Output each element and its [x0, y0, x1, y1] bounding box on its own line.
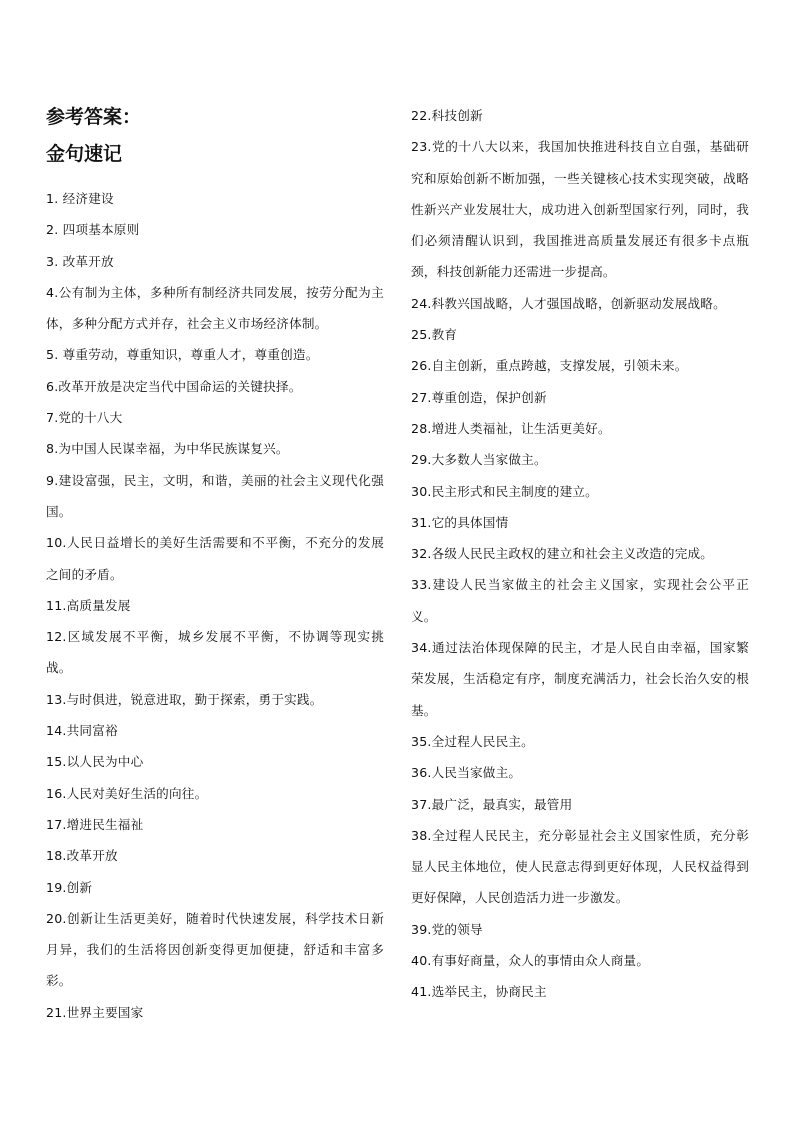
- answer-item: 35.全过程人民民主。: [411, 733, 534, 749]
- answer-item: 23.党的十八大以来，我国加快推进科技自立自强，基础研究和原始创新不断加强，一些关键核心技术实现突破，战略性新兴产业发展壮大，成功进入创新型国家行列，同时，我们必须清醒认识到，我国推进高质量发展还有很多卡点瓶颈，科技创新能力还需进一步提高。: [411, 139, 749, 280]
- answer-item: 21.世界主要国家: [46, 1004, 144, 1020]
- answer-item: 36.人民当家做主。: [411, 765, 522, 781]
- answer-item: 17.增进民生福祉: [46, 816, 144, 832]
- answer-item: 20.创新让生活更美好，随着时代快速发展，科学技术日新月异，我们的生活将因创新变得更加便捷，舒适和丰富多彩。: [46, 910, 384, 989]
- right-answer-list: [411, 100, 749, 1008]
- answer-item: 25.教育: [411, 327, 458, 343]
- answer-item: 13.与时俱进，锐意进取，勤于探索，勇于实践。: [46, 691, 323, 707]
- answer-item: 15.以人民为中心: [46, 754, 144, 770]
- answer-item: 22.科技创新: [411, 108, 483, 123]
- answer-item: 14.共同富裕: [46, 723, 118, 739]
- answer-item: 8.为中国人民谋幸福，为中华民族谋复兴。: [46, 441, 289, 457]
- answer-item: 41.选举民主，协商民主: [411, 984, 547, 1000]
- answer-item: 9.建设富强，民主，文明，和谐，美丽的社会主义现代化强国。: [46, 472, 384, 519]
- answer-item: 10.人民日益增长的美好生活需要和不平衡，不充分的发展之间的矛盾。: [46, 535, 384, 582]
- section-title: 金句速记: [46, 143, 123, 165]
- answer-item: 39.党的领导: [411, 921, 483, 937]
- answer-item: 16.人民对美好生活的向往。: [46, 785, 208, 801]
- answer-item: 30.民主形式和民主制度的建立。: [411, 483, 598, 499]
- answer-item: 11.高质量发展: [46, 597, 131, 613]
- answer-item: 6.改革开放是决定当代中国命运的关键抉择。: [46, 378, 302, 394]
- answer-item: 33.建设人民当家做主的社会主义国家，实现社会公平正义。: [411, 577, 749, 624]
- answer-heading: 参考答案：: [46, 106, 142, 128]
- answer-item: 7.党的十八大: [46, 410, 123, 426]
- answer-item: 5. 尊重劳动，尊重知识，尊重人才，尊重创造。: [46, 347, 319, 363]
- right-column: [411, 100, 749, 1008]
- answer-item: 32.各级人民民主政权的建立和社会主义改造的完成。: [411, 546, 714, 562]
- answer-item: 31.它的具体国情: [411, 514, 509, 530]
- answer-item: 28.增进人类福祉，让生活更美好。: [411, 420, 611, 436]
- answer-item: 12.区域发展不平衡，城乡发展不平衡，不协调等现实挑战。: [46, 629, 384, 676]
- answer-item: 29.大多数人当家做主。: [411, 452, 547, 468]
- answer-item: 27.尊重创造，保护创新: [411, 389, 547, 405]
- answer-item: 38.全过程人民民主，充分彰显社会主义国家性质，充分彰显人民主体地位，使人民意志得到更好体现，人民权益得到更好保障，人民创造活力进一步激发。: [411, 827, 749, 906]
- left-answer-list: [46, 183, 384, 1028]
- answer-item: 34.通过法治体现保障的民主，才是人民自由幸福，国家繁荣发展，生活稳定有序，制度充满活力，社会长治久安的根基。: [411, 640, 749, 718]
- answer-item: 19.创新: [46, 879, 93, 895]
- answer-item: 26.自主创新，重点跨越，支撑发展，引领未来。: [411, 358, 688, 374]
- answer-item: 1. 经济建设: [46, 191, 114, 206]
- answer-item: 18.改革开放: [46, 848, 118, 864]
- left-column: [46, 98, 384, 1028]
- answer-item: 24.科教兴国战略，人才强国战略，创新驱动发展战略。: [411, 295, 726, 311]
- answer-item: 40.有事好商量，众人的事情由众人商量。: [411, 953, 650, 969]
- answer-item: 2. 四项基本原则: [46, 222, 140, 238]
- answer-item: 3. 改革开放: [46, 253, 114, 269]
- answer-item: 37.最广泛，最真实，最管用: [411, 796, 573, 812]
- answer-item: 4.公有制为主体，多种所有制经济共同发展，按劳分配为主体，多种分配方式并存，社会主义市场经济体制。: [46, 284, 384, 332]
